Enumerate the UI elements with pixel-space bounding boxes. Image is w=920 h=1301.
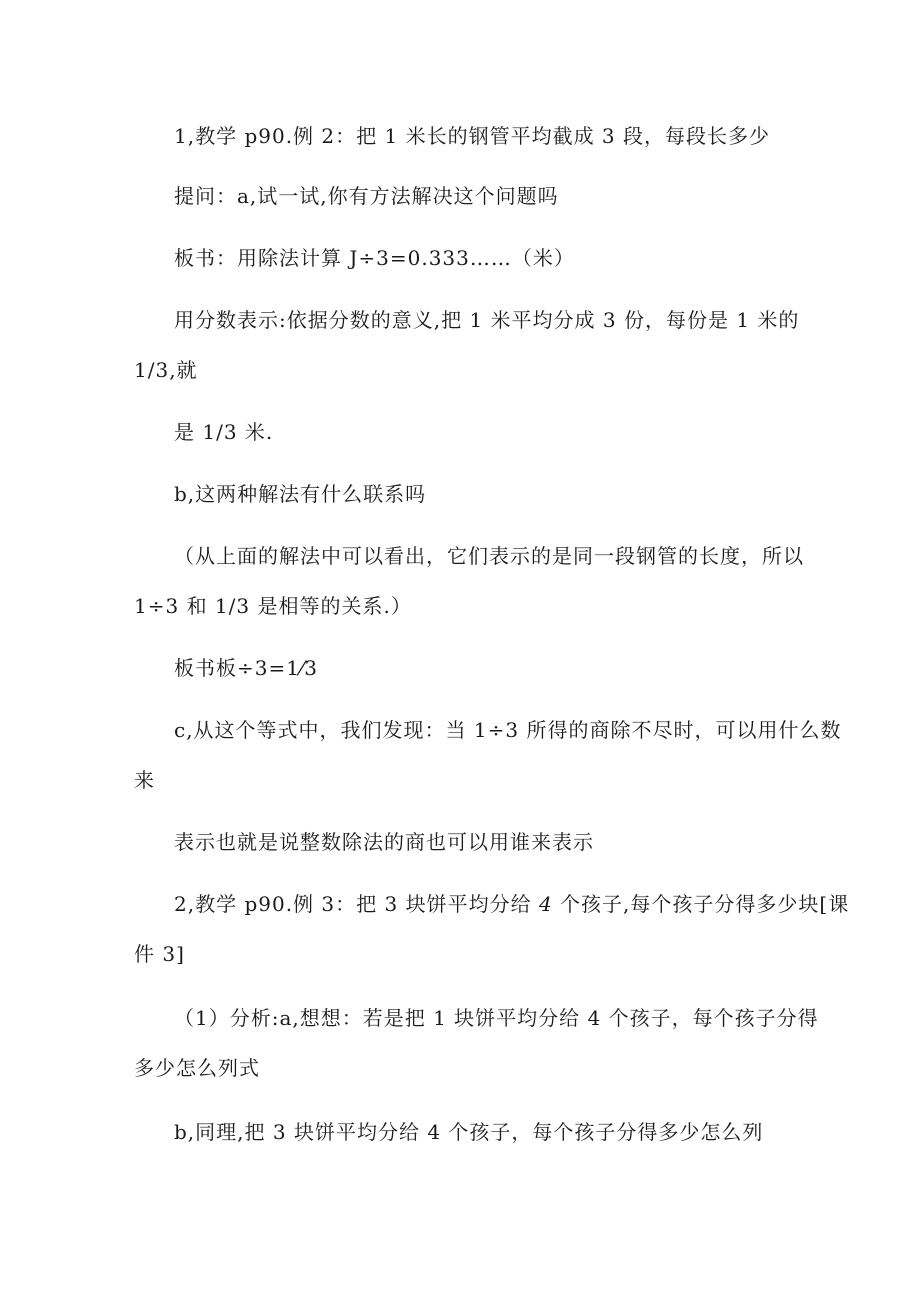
fraction-meaning-line3: 是 1/3 米. [174, 420, 274, 444]
board-division: 板书：用除法计算 J÷3=0.333……（米） [174, 246, 575, 270]
explanation-line2: 1÷3 和 1/3 是相等的关系.） [134, 594, 412, 618]
example-3-heading-line1 [174, 892, 849, 916]
analysis-a-line1: （1）分析:a,想想：若是把 1 块饼平均分给 4 个孩子，每个孩子分得 [174, 1006, 819, 1030]
analysis-b: b,同理,把 3 块饼平均分给 4 个孩子，每个孩子分得多少怎么列 [174, 1120, 764, 1144]
question-c-line2: 来 [134, 768, 155, 792]
fraction-meaning-line1: 用分数表示:依据分数的意义,把 1 米平均分成 3 份，每份是 1 米的 [174, 308, 800, 332]
explanation-line1: （从上面的解法中可以看出，它们表示的是同一段钢管的长度，所以 [174, 544, 804, 568]
question-b: b,这两种解法有什么联系吗 [174, 482, 427, 506]
example-3-part1: 2,教学 p90.例 3：把 3 块饼平均分给 [174, 892, 532, 916]
example-3-part2: 个孩子,每个孩子分得多少块[课 [560, 892, 850, 916]
analysis-a-line2: 多少怎么列式 [134, 1056, 260, 1080]
question-c-line3: 表示也就是说整数除法的商也可以用谁来表示 [174, 830, 594, 854]
board-equation: 板书板÷3=1⁄3 [174, 656, 319, 680]
fraction-meaning-line2: 1/3,就 [134, 358, 198, 382]
example-2-heading: 1,教学 p90.例 2：把 1 米长的钢管平均截成 3 段，每段长多少 [174, 124, 771, 148]
question-c-line1: c,从这个等式中，我们发现：当 1÷3 所得的商除不尽时，可以用什么数 [174, 718, 842, 742]
example-3-heading-line2: 件 3] [134, 942, 185, 966]
question-a: 提问：a,试一试,你有方法解决这个问题吗 [174, 184, 559, 208]
example-3-italic-number: 4 [538, 892, 553, 916]
